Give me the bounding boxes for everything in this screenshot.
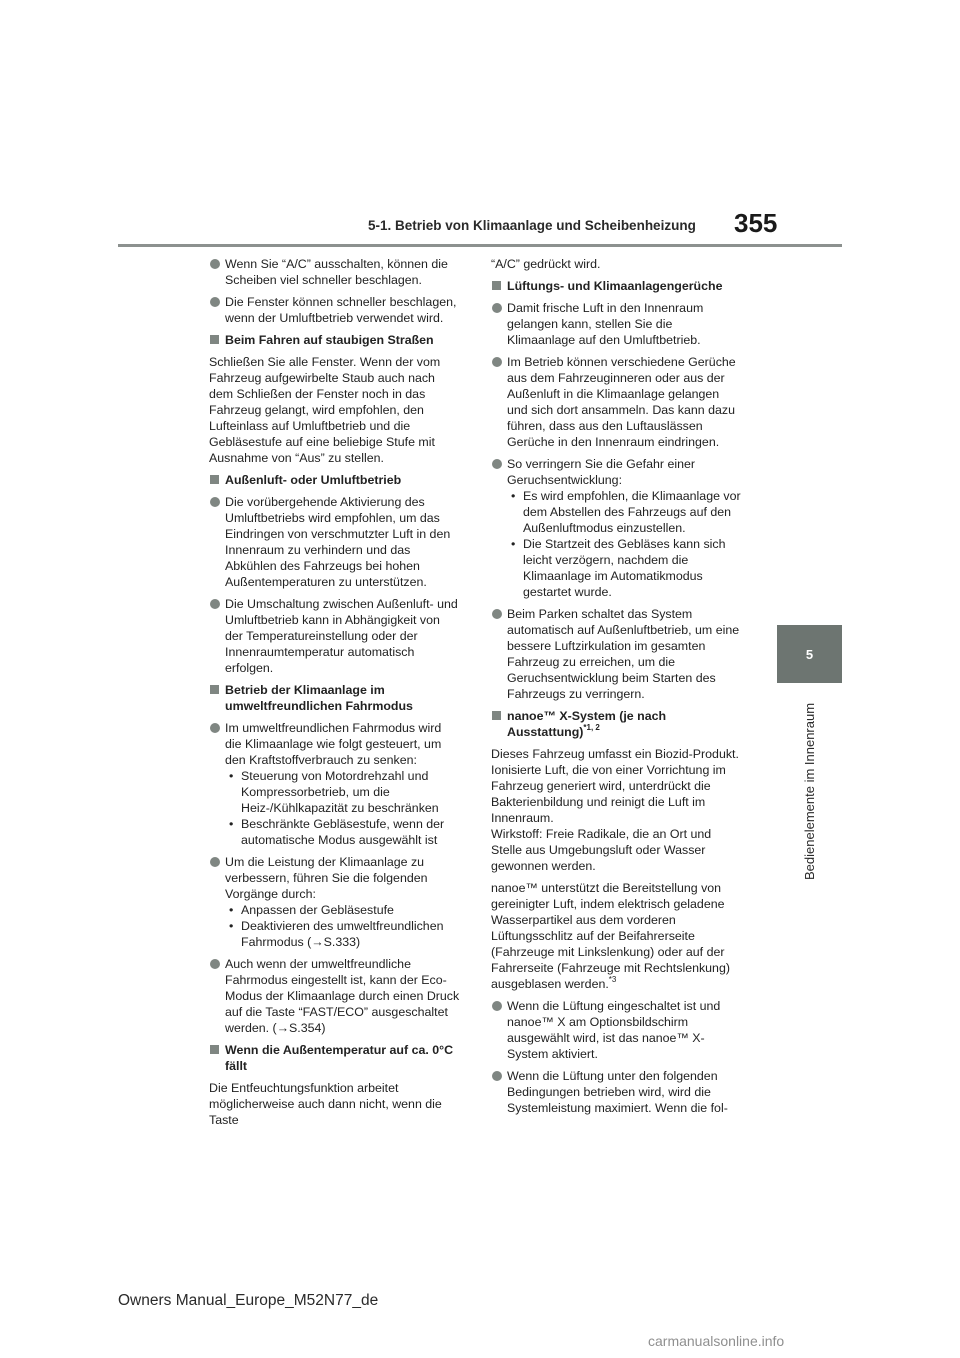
heading-square-icon xyxy=(210,335,219,344)
bullet-text: Wenn die Lüftung unter den folgenden Bedingungen betrieben wird, wird die Systemleistung maximiert. Wenn die fol- xyxy=(507,1069,728,1115)
bullet-text: Um die Leistung der Klimaanlage zu verbessern, führen Sie die folgenden Vorgänge durch: xyxy=(225,855,428,901)
sub-list-item xyxy=(225,902,461,918)
bullet-dot-icon xyxy=(492,1001,502,1011)
bullet-dot-icon xyxy=(210,497,220,507)
sub-item-text: Steuerung von Motordrehzahl und Kompressorbetrieb, um die Heiz-/Kühlkapazität zu beschränken xyxy=(241,769,439,815)
bullet-text: Im Betrieb können verschiedene Gerüche aus dem Fahrzeuginneren oder aus der Außenluft in die Klimaanlage gelangen und sich dort ansammeln. Das kann dazu führen, dass aus den Luftauslässen Gerüche in den Innenraum eindringen. xyxy=(507,355,736,449)
bullet-item xyxy=(209,256,461,288)
bullet-dot-icon xyxy=(492,303,502,313)
sub-list-item xyxy=(507,488,743,536)
sub-bullet-icon: • xyxy=(229,817,234,831)
bullet-item xyxy=(491,1068,743,1116)
sub-bullet-icon: • xyxy=(229,919,234,933)
bullet-item xyxy=(491,300,743,348)
bullet-text: Damit frische Luft in den Innenraum gelangen kann, stellen Sie die Klimaanlage auf den Umluftbetrieb. xyxy=(507,301,704,347)
sub-bullet-icon: • xyxy=(229,903,234,917)
left-column xyxy=(209,256,461,1134)
footnote-ref: *1, 2 xyxy=(583,723,600,732)
chapter-label: Bedienelemente im Innenraum xyxy=(802,702,817,880)
section-heading xyxy=(491,278,743,294)
bullet-dot-icon xyxy=(210,297,220,307)
bullet-item xyxy=(209,854,461,950)
heading-text: nanoe™ X-System (je nach Ausstattung) xyxy=(507,709,667,739)
bullet-item xyxy=(209,294,461,326)
bullet-dot-icon xyxy=(492,609,502,619)
sub-item-text: Beschränkte Gebläsestufe, wenn der automatische Modus ausgewählt ist xyxy=(241,817,445,847)
heading-square-icon xyxy=(492,711,501,720)
heading-square-icon xyxy=(210,1045,219,1054)
heading-text: Beim Fahren auf staubigen Straßen xyxy=(225,333,434,347)
sub-list-item xyxy=(507,536,743,600)
sub-item-text: Die Startzeit des Gebläses kann sich leicht verzögern, nachdem die Klimaanlage im Automatikmodus gestartet wurde. xyxy=(523,537,726,599)
bullet-dot-icon xyxy=(492,459,502,469)
section-heading xyxy=(209,1042,461,1074)
paragraph: Schließen Sie alle Fenster. Wenn der vom Fahrzeug aufgewirbelte Staub auch nach dem Schließen der Fenster noch in das Fahrzeug gelangt, wird empfohlen, den Lufteinlass auf Umluftbetrieb und die Gebläsestufe auf eine beliebige Stufe mit Ausnahme von “Aus” zu stellen. xyxy=(209,355,441,465)
chapter-tab xyxy=(777,625,842,683)
paragraph: “A/C” gedrückt wird. xyxy=(491,257,601,271)
heading-square-icon xyxy=(210,475,219,484)
bullet-text: Wenn die Lüftung eingeschaltet ist und nanoe™ X am Optionsbildschirm ausgewählt wird, ist das nanoe™ X-System aktiviert. xyxy=(507,999,721,1061)
chapter-label-container xyxy=(802,690,818,890)
section-heading xyxy=(209,472,461,488)
sub-list-item xyxy=(225,768,461,816)
bullet-text: Im umweltfreundlichen Fahrmodus wird die Klimaanlage wie folgt gesteuert, um den Kraftstoffverbrauch zu senken: xyxy=(225,721,442,767)
bullet-item xyxy=(491,456,743,600)
header-divider xyxy=(118,244,842,247)
chapter-number: 5 xyxy=(805,646,814,662)
sub-item-text: Es wird empfohlen, die Klimaanlage vor dem Abstellen des Fahrzeugs auf den Außenluftmodus einzustellen. xyxy=(523,489,741,535)
paragraph: Die Entfeuchtungsfunktion arbeitet möglicherweise auch dann nicht, wenn die Taste xyxy=(209,1081,442,1127)
sub-bullet-icon: • xyxy=(229,769,234,783)
bullet-dot-icon xyxy=(210,723,220,733)
page-number: 355 xyxy=(734,208,778,238)
bullet-dot-icon xyxy=(210,857,220,867)
right-column xyxy=(491,256,743,1122)
heading-text: Lüftungs- und Klimaanlagengerüche xyxy=(507,279,723,293)
watermark: carmanualsonline.info xyxy=(648,1333,785,1349)
sub-list-item xyxy=(225,816,461,848)
sub-bullet-icon: • xyxy=(511,489,516,503)
bullet-text: Die vorübergehende Aktivierung des Umluftbetriebs wird empfohlen, um das Eindringen von verschmutzter Luft in den Innenraum zu verhindern und das Abkühlen des Fahrzeugs bei hohen Außentemperaturen zu unterstützen. xyxy=(225,495,451,589)
bullet-text: Wenn Sie “A/C” ausschalten, können die Scheiben viel schneller beschlagen. xyxy=(225,257,448,287)
sub-bullet-icon: • xyxy=(511,537,516,551)
bullet-text: So verringern Sie die Gefahr einer Geruchsentwicklung: xyxy=(507,457,696,487)
sub-item-text: Anpassen der Gebläsestufe xyxy=(241,903,394,917)
heading-text: Betrieb der Klimaanlage im umweltfreundlichen Fahrmodus xyxy=(225,683,413,713)
bullet-item xyxy=(209,494,461,590)
bullet-dot-icon xyxy=(210,259,220,269)
bullet-dot-icon xyxy=(210,959,220,969)
bullet-item xyxy=(491,354,743,450)
bullet-item xyxy=(491,606,743,702)
heading-square-icon xyxy=(210,685,219,694)
bullet-dot-icon xyxy=(492,1071,502,1081)
bullet-text: Beim Parken schaltet das System automatisch auf Außenluftbetrieb, um eine bessere Luftzirkulation im gesamten Fahrzeug zu erreichen, um die Geruchsentwicklung beim Starten des Fahrzeugs zu verringern. xyxy=(507,607,740,701)
section-heading xyxy=(209,332,461,348)
paragraph: nanoe™ unterstützt die Bereitstellung von gereinigter Luft, indem elektrisch geladene Wasserpartikel aus dem vorderen Lüftungsschlitz auf der Beifahrerseite (Fahrzeuge mit Linkslenkung) oder auf der Fahrerseite (Fahrzeuge mit Rechtslenkung) ausgeblasen werden.$^{*3}$ xyxy=(491,881,730,991)
bullet-item xyxy=(209,956,461,1036)
bullet-item xyxy=(491,998,743,1062)
heading-text: Außenluft- oder Umluftbetrieb xyxy=(225,473,402,487)
footnote-ref: *3 xyxy=(608,975,617,984)
bullet-dot-icon xyxy=(210,599,220,609)
heading-text: Wenn die Außentemperatur auf ca. 0°C fällt xyxy=(225,1043,454,1073)
document-footer: Owners Manual_Europe_M52N77_de xyxy=(118,1292,379,1309)
paragraph: Dieses Fahrzeug umfasst ein Biozid-Produkt. Ionisierte Luft, die von einer Vorrichtung im Fahrzeug generiert wird, unterdrückt die Bakterienbildung und reinigt die Luft im Innenraum. Wirkstoff: Freie Radikale, die an Ort und Stelle aus Umgebungsluft oder Wasser gewonnen werden. xyxy=(491,747,739,873)
bullet-text: Auch wenn der umweltfreundliche Fahrmodus eingestellt ist, kann der Eco-Modus der Klimaanlage durch einen Druck auf die Taste “FAST/ECO” ausgeschaltet werden. (→S.354) xyxy=(225,957,460,1035)
sub-item-text: Deaktivieren des umweltfreundlichen Fahrmodus (→S.333) xyxy=(241,919,444,949)
heading-square-icon xyxy=(492,281,501,290)
section-heading xyxy=(209,682,461,714)
bullet-item xyxy=(209,720,461,848)
bullet-text: Die Fenster können schneller beschlagen, wenn der Umluftbetrieb verwendet wird. xyxy=(225,295,457,325)
section-heading xyxy=(491,708,743,740)
sub-list-item xyxy=(225,918,461,950)
bullet-dot-icon xyxy=(492,357,502,367)
section-title: 5-1. Betrieb von Klimaanlage und Scheibenheizung xyxy=(368,218,696,233)
bullet-text: Die Umschaltung zwischen Außenluft- und Umluftbetrieb kann in Abhängigkeit von der Temperatureinstellung oder der Innenraumtemperatur automatisch erfolgen. xyxy=(225,597,458,675)
bullet-item xyxy=(209,596,461,676)
